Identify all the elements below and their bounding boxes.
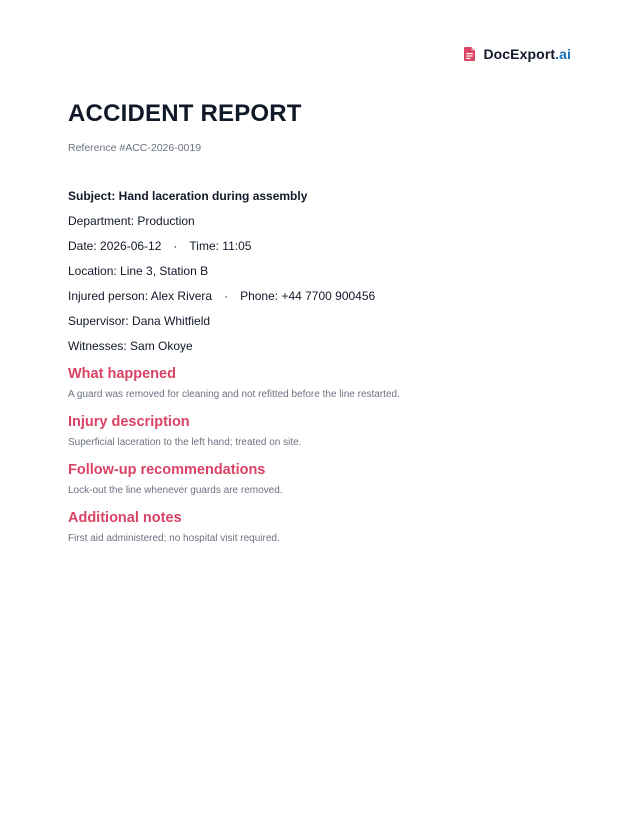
section-what-happened <box>68 366 568 401</box>
pdf-document-icon <box>464 47 475 61</box>
section-body: A guard was removed for cleaning and not refitted before the line restarted. <box>68 389 400 400</box>
field-department: Department: Production <box>68 214 195 228</box>
brand-name-ext: .ai <box>555 46 571 62</box>
brand-name-main: DocExport <box>483 46 556 62</box>
section-title: Follow-up recommendations <box>68 462 266 478</box>
field-supervisor: Supervisor: Dana Whitfield <box>68 314 211 328</box>
field-date-time-row <box>68 239 375 264</box>
report-reference: Reference #ACC-2026-0019 <box>68 142 202 154</box>
field-location: Location: Line 3, Station B <box>68 264 209 278</box>
section-additional-notes <box>68 510 568 545</box>
section-title: What happened <box>68 366 176 382</box>
section-title: Additional notes <box>68 510 182 526</box>
brand-name <box>483 46 571 62</box>
field-time: Time: 11:05 <box>189 239 252 253</box>
report-fields <box>68 189 375 364</box>
section-body: Superficial laceration to the left hand; treated on site. <box>68 437 302 448</box>
field-subject: Subject: Hand laceration during assembly <box>68 189 308 203</box>
field-date: Date: 2026-06-12 <box>68 239 162 253</box>
report-sections <box>68 366 568 558</box>
field-injured-phone-row <box>68 289 375 314</box>
report-title: ACCIDENT REPORT <box>68 100 302 127</box>
field-phone: Phone: +44 7700 900456 <box>240 289 376 303</box>
separator-dot: · <box>173 239 178 253</box>
field-injured-person: Injured person: Alex Rivera <box>68 289 213 303</box>
brand-logo <box>464 46 571 62</box>
section-follow-up-recommendations <box>68 462 568 497</box>
field-witnesses: Witnesses: Sam Okoye <box>68 339 193 353</box>
section-injury-description <box>68 414 568 449</box>
section-title: Injury description <box>68 414 190 430</box>
separator-dot: · <box>224 289 229 303</box>
section-body: First aid administered; no hospital visit required. <box>68 533 280 544</box>
section-body: Lock-out the line whenever guards are removed. <box>68 485 283 496</box>
